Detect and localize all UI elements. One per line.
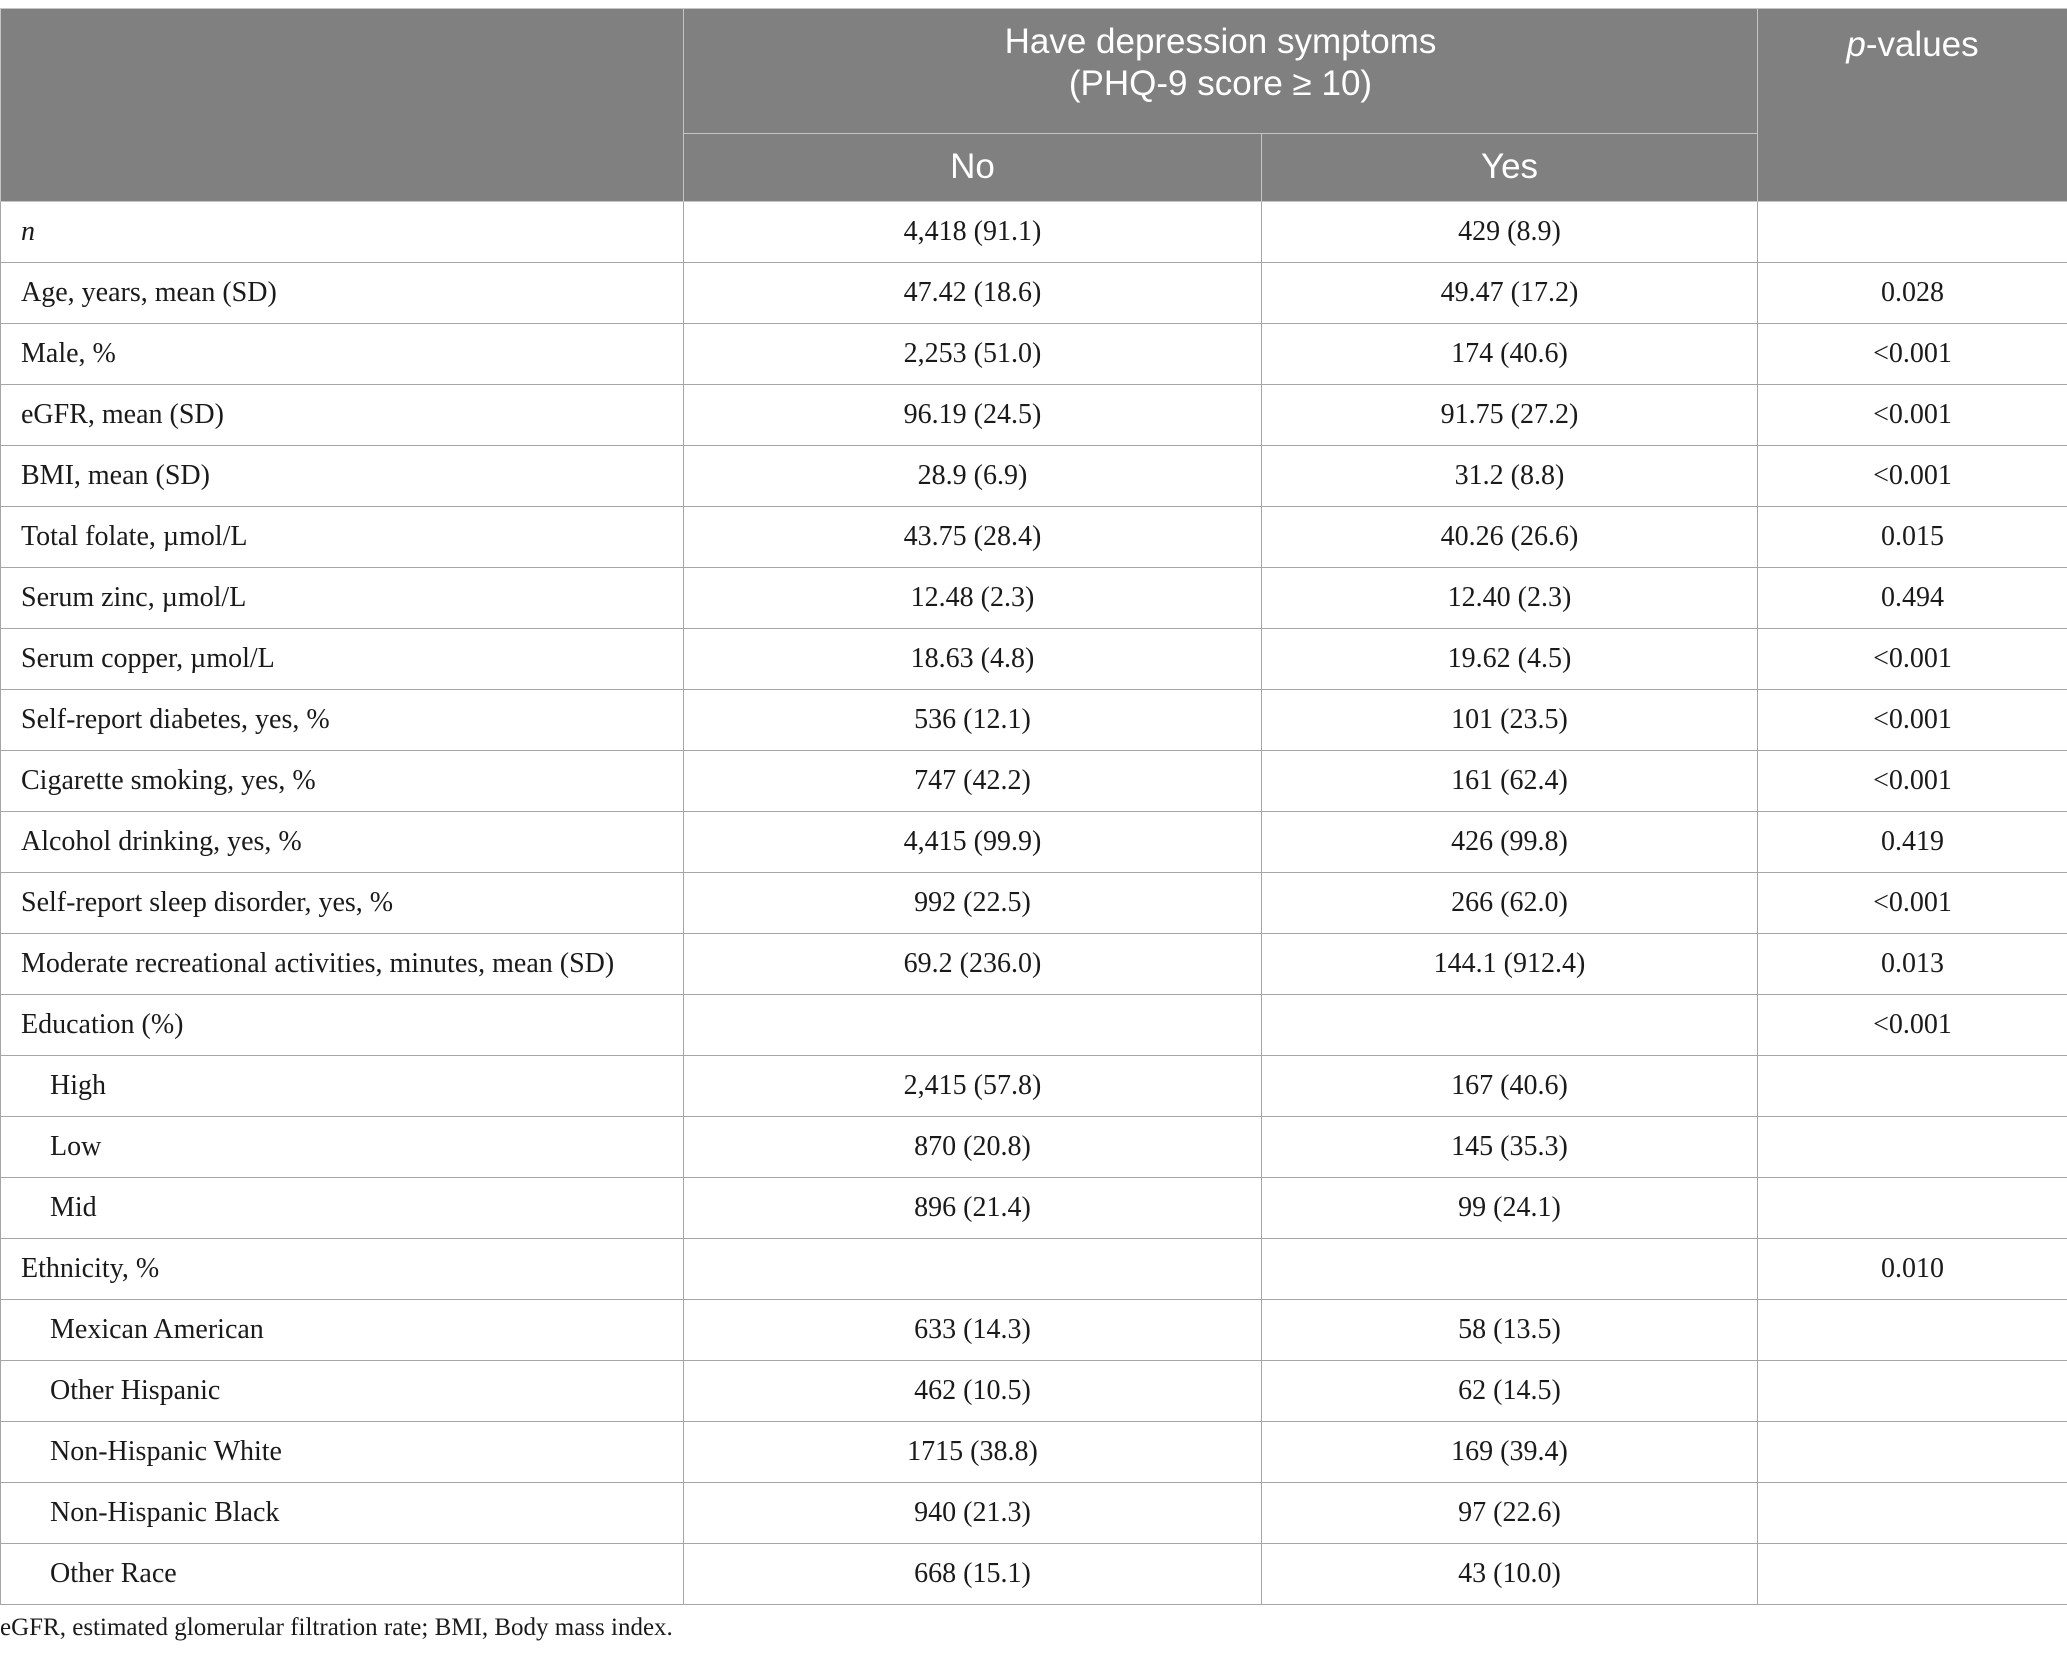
cell-yes: 91.75 (27.2) (1262, 385, 1758, 446)
cell-pvalue: 0.494 (1758, 568, 2067, 629)
cell-yes: 145 (35.3) (1262, 1117, 1758, 1178)
cell-yes (1262, 995, 1758, 1056)
table-row (1, 629, 2067, 690)
cell-yes: 43 (10.0) (1262, 1544, 1758, 1605)
cell-pvalue: <0.001 (1758, 446, 2067, 507)
cell-no: 536 (12.1) (684, 690, 1262, 751)
row-label: Cigarette smoking, yes, % (1, 751, 684, 812)
cell-no: 2,253 (51.0) (684, 324, 1262, 385)
cell-pvalue (1758, 1056, 2067, 1117)
cell-pvalue (1758, 1544, 2067, 1605)
row-label: Other Race (1, 1544, 684, 1605)
cell-pvalue (1758, 1361, 2067, 1422)
cell-pvalue: 0.015 (1758, 507, 2067, 568)
depression-group-header (684, 9, 1758, 134)
row-label: Age, years, mean (SD) (1, 263, 684, 324)
row-label: Mexican American (1, 1300, 684, 1361)
pvalue-header-rest: -values (1865, 25, 1979, 64)
group-title-line2: (PHQ-9 score ≥ 10) (1068, 64, 1373, 103)
table-row (1, 1361, 2067, 1422)
group-title-line1: Have depression symptoms (1004, 22, 1437, 61)
cell-pvalue: <0.001 (1758, 873, 2067, 934)
table-row (1, 1483, 2067, 1544)
row-label: Low (1, 1117, 684, 1178)
cell-no: 12.48 (2.3) (684, 568, 1262, 629)
cell-yes: 99 (24.1) (1262, 1178, 1758, 1239)
cell-no: 43.75 (28.4) (684, 507, 1262, 568)
cell-yes: 101 (23.5) (1262, 690, 1758, 751)
column-header-yes: Yes (1262, 133, 1758, 201)
characteristics-table (0, 8, 2067, 1605)
row-label: Self-report diabetes, yes, % (1, 690, 684, 751)
row-label: Non-Hispanic Black (1, 1483, 684, 1544)
table-row (1, 1056, 2067, 1117)
table-row (1, 812, 2067, 873)
header-blank-cell (1, 9, 684, 202)
row-label: Moderate recreational activities, minutes, mean (SD) (1, 934, 684, 995)
row-label: Serum zinc, µmol/L (1, 568, 684, 629)
cell-pvalue (1758, 1422, 2067, 1483)
cell-yes: 169 (39.4) (1262, 1422, 1758, 1483)
cell-yes: 144.1 (912.4) (1262, 934, 1758, 995)
cell-pvalue: <0.001 (1758, 324, 2067, 385)
cell-no: 69.2 (236.0) (684, 934, 1262, 995)
cell-pvalue (1758, 1117, 2067, 1178)
row-label: eGFR, mean (SD) (1, 385, 684, 446)
cell-pvalue: 0.010 (1758, 1239, 2067, 1300)
row-label: Ethnicity, % (1, 1239, 684, 1300)
cell-no: 1715 (38.8) (684, 1422, 1262, 1483)
cell-pvalue: <0.001 (1758, 690, 2067, 751)
row-label: Other Hispanic (1, 1361, 684, 1422)
table-row (1, 507, 2067, 568)
row-label: Non-Hispanic White (1, 1422, 684, 1483)
cell-yes: 167 (40.6) (1262, 1056, 1758, 1117)
table-row (1, 1239, 2067, 1300)
cell-no: 747 (42.2) (684, 751, 1262, 812)
table-row (1, 1300, 2067, 1361)
column-header-no: No (684, 133, 1262, 201)
cell-pvalue: 0.013 (1758, 934, 2067, 995)
row-label: Education (%) (1, 995, 684, 1056)
cell-no: 4,415 (99.9) (684, 812, 1262, 873)
cell-pvalue: <0.001 (1758, 995, 2067, 1056)
cell-no: 28.9 (6.9) (684, 446, 1262, 507)
row-label: High (1, 1056, 684, 1117)
table-row (1, 385, 2067, 446)
table-row (1, 873, 2067, 934)
row-label: Male, % (1, 324, 684, 385)
cell-pvalue: <0.001 (1758, 751, 2067, 812)
cell-yes: 426 (99.8) (1262, 812, 1758, 873)
cell-yes: 266 (62.0) (1262, 873, 1758, 934)
cell-yes: 40.26 (26.6) (1262, 507, 1758, 568)
cell-no: 96.19 (24.5) (684, 385, 1262, 446)
cell-pvalue: 0.028 (1758, 263, 2067, 324)
cell-yes: 49.47 (17.2) (1262, 263, 1758, 324)
cell-no: 870 (20.8) (684, 1117, 1262, 1178)
table-footnote: eGFR, estimated glomerular filtration rate; BMI, Body mass index. (0, 1614, 673, 1641)
cell-no: 992 (22.5) (684, 873, 1262, 934)
row-label: Serum copper, µmol/L (1, 629, 684, 690)
row-label: BMI, mean (SD) (1, 446, 684, 507)
cell-no: 4,418 (91.1) (684, 202, 1262, 263)
cell-yes: 174 (40.6) (1262, 324, 1758, 385)
pvalue-header-italic: p (1846, 25, 1866, 64)
table-row (1, 995, 2067, 1056)
cell-yes (1262, 1239, 1758, 1300)
row-label: Total folate, µmol/L (1, 507, 684, 568)
pvalue-header (1758, 9, 2067, 202)
cell-pvalue (1758, 1178, 2067, 1239)
cell-yes: 62 (14.5) (1262, 1361, 1758, 1422)
table-container (0, 8, 2067, 1605)
cell-no: 462 (10.5) (684, 1361, 1262, 1422)
cell-no: 633 (14.3) (684, 1300, 1262, 1361)
row-label: Self-report sleep disorder, yes, % (1, 873, 684, 934)
cell-yes: 58 (13.5) (1262, 1300, 1758, 1361)
table-row (1, 1544, 2067, 1605)
cell-no: 18.63 (4.8) (684, 629, 1262, 690)
table-row (1, 1178, 2067, 1239)
cell-no: 940 (21.3) (684, 1483, 1262, 1544)
cell-pvalue: 0.419 (1758, 812, 2067, 873)
cell-no: 47.42 (18.6) (684, 263, 1262, 324)
cell-no (684, 1239, 1262, 1300)
table-row (1, 446, 2067, 507)
table-row (1, 690, 2067, 751)
table-row (1, 1422, 2067, 1483)
table-row (1, 751, 2067, 812)
table-row (1, 1117, 2067, 1178)
table-body (1, 202, 2067, 1605)
table-row (1, 263, 2067, 324)
cell-yes: 31.2 (8.8) (1262, 446, 1758, 507)
cell-pvalue (1758, 1483, 2067, 1544)
cell-pvalue (1758, 202, 2067, 263)
cell-yes: 97 (22.6) (1262, 1483, 1758, 1544)
cell-yes: 12.40 (2.3) (1262, 568, 1758, 629)
table-row (1, 202, 2067, 263)
cell-yes: 429 (8.9) (1262, 202, 1758, 263)
table-row (1, 568, 2067, 629)
cell-pvalue (1758, 1300, 2067, 1361)
cell-no: 2,415 (57.8) (684, 1056, 1262, 1117)
cell-no (684, 995, 1262, 1056)
table-row (1, 324, 2067, 385)
cell-no: 668 (15.1) (684, 1544, 1262, 1605)
row-label: Mid (1, 1178, 684, 1239)
cell-pvalue: <0.001 (1758, 629, 2067, 690)
table-row (1, 934, 2067, 995)
cell-yes: 161 (62.4) (1262, 751, 1758, 812)
cell-no: 896 (21.4) (684, 1178, 1262, 1239)
cell-yes: 19.62 (4.5) (1262, 629, 1758, 690)
row-label: n (1, 202, 684, 263)
header-row-1 (1, 9, 2067, 134)
cell-pvalue: <0.001 (1758, 385, 2067, 446)
row-label: Alcohol drinking, yes, % (1, 812, 684, 873)
